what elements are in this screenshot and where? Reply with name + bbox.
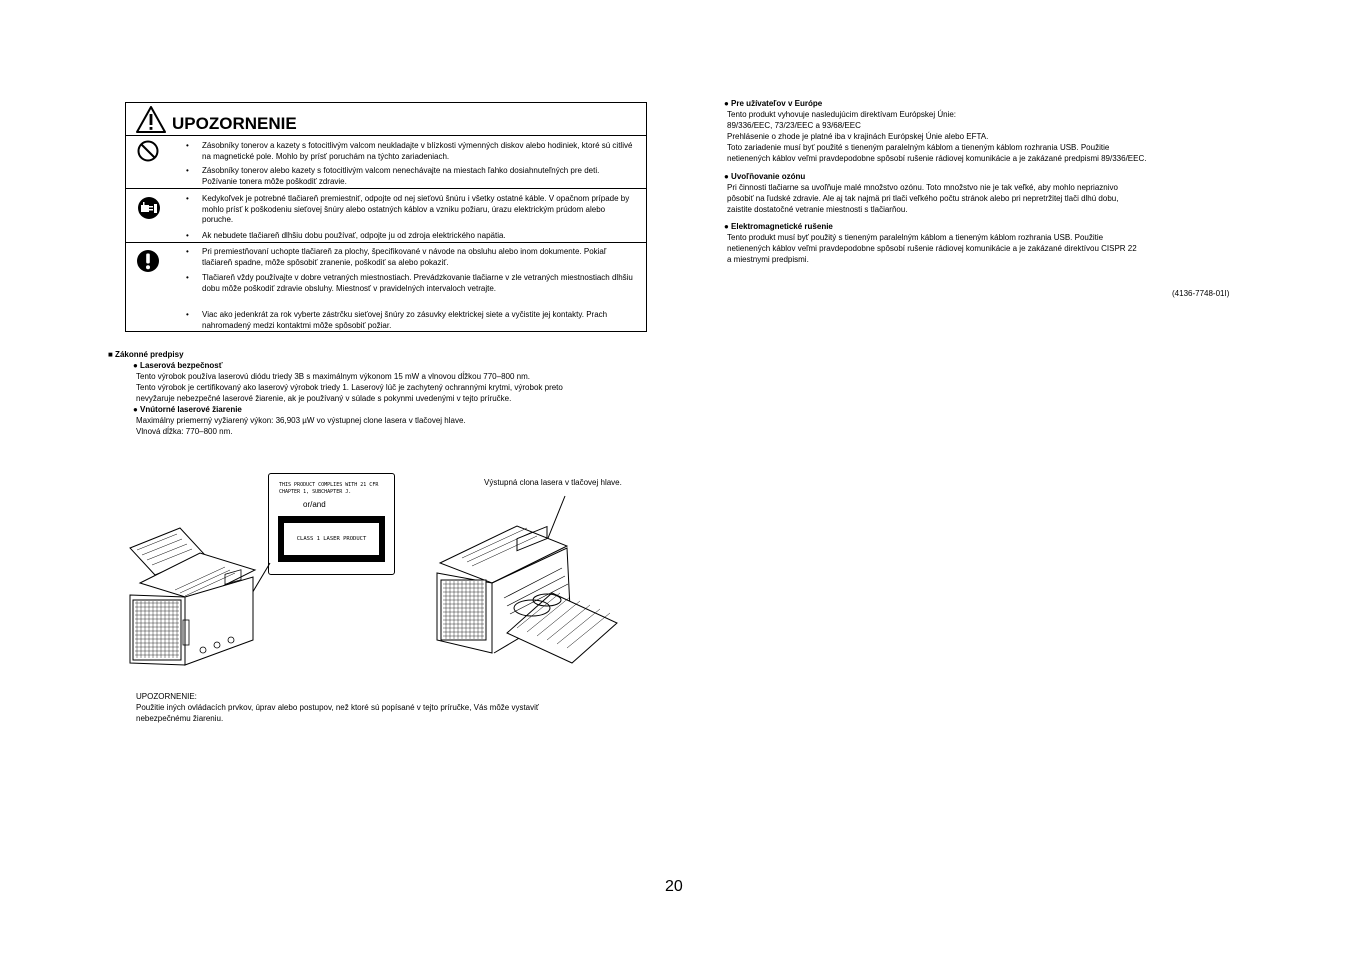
page-number: 20 [665,878,683,895]
warning-bullet: • Kedykoľvek je potrebné tlačiareň premiestniť, odpojte od nej sieťovú šnúru i všetky ostatné káble. V opačnom prípade by mohlo prísť k poškodeniu sieťovej šnúry alebo ostatných káblov a vzniku požiaru, úrazu elektrickým prúdom alebo poruche. [186,194,631,226]
warning-bullet: • Pri premiestňovaní uchopte tlačiareň za plochy, špecifikované v návode na obsluhu alebo inom dokumente. Pokiaľ tlačiareň spadne, môže spôsobiť zranenie, poškodiť sa alebo pokaziť. [186,247,631,269]
laser-safety-line: Tento výrobok je certifikovaný ako laserový výrobok triedy 1. Laserový lúč je zachytený ochrannými krytmi, výrobok preto [136,383,563,392]
europe-line: Tento produkt vyhovuje nasledujúcim direktívam Európskej Únie: [727,110,957,119]
warning-section-unplug [126,189,646,243]
exclamation-icon [137,249,159,273]
emc-line: a miestnymi predpismi. [727,255,809,264]
caution-line: Použitie iných ovládacích prvkov, úprav alebo postupov, než ktoré sú popísané v tejto príručke, Vás môže vystaviť [136,703,539,712]
warning-text: Viac ako jedenkrát za rok vyberte zástrčku sieťovej šnúry zo zásuvky elektrickej siete a vyčistite jej kontakty. Prach nahromadený medzi kontaktmi môže spôsobiť požiar. [202,310,608,330]
europe-heading: ● Pre užívateľov v Európe [724,99,823,108]
warning-text: Zásobníky tonerov alebo kazety s fotocitlivým valcom nenechávajte na miestach ľahko dosiahnuteľných pre deti. Požívanie tonera môže poškodiť zdravie. [202,166,600,186]
warning-text: Zásobníky tonerov a kazety s fotocitlivým valcom neukladajte v blízkosti výmenných diskov alebo hodiniek, ktoré sú citlivé na magnetické pole. Mohlo by prísť poruchám na týchto zariadeniach. [202,141,633,161]
warning-text: Pri premiestňovaní uchopte tlačiareň za plochy, špecifikované v návode na obsluhu alebo inom dokumente. Pokiaľ tlačiareň spadne, môže spôsobiť zranenie, poškodiť sa alebo pokaziť. [202,247,607,267]
internal-radiation-line: Maximálny priemerný vyžiarený výkon: 36,903 µW vo výstupnej clone lasera v tlačovej hlave. [136,416,466,425]
document-code: (4136-7748-01I) [1172,289,1230,298]
warning-text: Ak nebudete tlačiareň dlhšiu dobu používať, odpojte ju od zdroja elektrického napätia. [202,231,506,240]
ozone-heading: ● Uvoľňovanie ozónu [724,172,806,181]
laser-safety-heading: ● Laserová bezpečnosť [133,361,223,370]
warning-section-icon-cell [126,135,170,188]
no-entry-icon [137,140,159,162]
warning-text: Kedykoľvek je potrebné tlačiareň premiestniť, odpojte od nej sieťovú šnúru i všetky ostatné káble. V opačnom prípade by mohlo prísť k poškodeniu sieťovej šnúry alebo ostatných káblov a vzniku požiaru, úrazu elektrickým prúdom alebo poruche. [202,194,630,224]
ozone-line: zaistite dostatočné vetranie miestnosti s tlačiarňou. [727,205,908,214]
warning-section-icon-cell [126,243,170,332]
warning-bullet: • Viac ako jedenkrát za rok vyberte zástrčku sieťovej šnúry zo zásuvky elektrickej siete a vyčistite jej kontakty. Prach nahromadený medzi kontaktmi môže spôsobiť požiar. [186,310,631,332]
warning-triangle-icon [136,106,166,133]
europe-line: Prehlásenie o zhode je platné iba v krajinách Európskej Únie alebo EFTA. [727,132,989,141]
label-compliance-line: THIS PRODUCT COMPLIES WITH 21 CFR [279,482,379,488]
emc-line: Tento produkt musí byť použitý s tieneným paralelným káblom a tieneným káblom rozhrania USB. Použitie [727,233,1104,242]
warning-bullet: • Ak nebudete tlačiareň dlhšiu dobu používať, odpojte ju od zdroja elektrického napätia. [186,231,631,242]
warning-title: UPOZORNENIE [172,114,297,133]
warning-section-icon-cell [126,189,170,242]
ozone-line: Pri činnosti tlačiarne sa uvoľňuje malé množstvo ozónu. Toto množstvo nie je tak veľké, aby mohlo nepriaznivo [727,183,1118,192]
aperture-caption: Výstupná clona lasera v tlačovej hlave. [484,478,622,487]
laser-label-callout [268,473,395,575]
warning-box [125,102,647,332]
internal-radiation-heading: ● Vnútorné laserové žiarenie [133,405,242,414]
class1-label-text: CLASS 1 LASER PRODUCT [284,523,379,555]
emc-heading: ● Elektromagnetické rušenie [724,222,833,231]
printer-open-illustration [432,488,622,673]
ozone-line: pôsobiť na ľudské zdravie. Ale aj tak najmä pri tlači veľkého počtu stránok alebo pri nepretržitej tlači dlhú dobu, [727,194,1119,203]
warning-bullet: • Zásobníky tonerov a kazety s fotocitlivým valcom neukladajte v blízkosti výmenných diskov alebo hodiniek, ktoré sú citlivé na magnetické pole. Mohlo by prísť poruchám na týchto zariadeniach. [186,141,633,161]
caution-title: UPOZORNENIE: [136,692,197,701]
europe-line: Toto zariadenie musí byť použité s tieneným paralelným káblom a tieneným káblom rozhrania USB. Použitie [727,143,1110,152]
legal-heading: ■ Zákonné predpisy [108,350,184,359]
europe-line: 89/336/EEC, 73/23/EEC a 93/68/EEC [727,121,861,130]
label-or-and: or/and [303,500,326,509]
class1-label-frame [278,516,385,562]
printer-rear-illustration [125,525,275,670]
warning-section-handling [126,243,646,332]
laser-safety-line: Tento výrobok používa laserovú diódu triedy 3B s maximálnym výkonom 15 mW a vlnovou dĺžkou 770–800 nm. [136,372,530,381]
caution-line: nebezpečnému žiareniu. [136,714,224,723]
internal-radiation-line: Vlnová dĺžka: 770–800 nm. [136,427,233,436]
warning-bullet: • Zásobníky tonerov alebo kazety s fotocitlivým valcom nenechávajte na miestach ľahko dosiahnuteľných pre deti. Požívanie tonera môže poškodiť zdravie. [186,166,631,188]
emc-line: netienených káblov veľmi pravdepodobne spôsobí rušenie rádiovej komunikácie a je zakázané direktívou CISPR 22 [727,244,1137,253]
warning-text: Tlačiareň vždy používajte v dobre vetraných miestnostiach. Prevádzkovanie tlačiarne v zle vetraných miestnostiach dlhšiu dobu môže poškodiť zdravie obsluhy. Miestnosť v pravidelných intervaloch vetrajte. [202,273,633,293]
unplug-icon [137,196,161,220]
warning-section-storage [126,135,646,189]
laser-safety-line: nevyžaruje nebezpečné laserové žiarenie, ak je používaný v súlade s pokynmi uvedenými v tejto príručke. [136,394,512,403]
label-compliance-line: CHAPTER 1, SUBCHAPTER J. [279,489,352,495]
warning-bullet: • Tlačiareň vždy používajte v dobre vetraných miestnostiach. Prevádzkovanie tlačiarne v zle vetraných miestnostiach dlhšiu dobu môže poškodiť zdravie obsluhy. Miestnosť v pravidelných intervaloch vetrajte. [186,273,633,293]
europe-line: netienených káblov veľmi pravdepodobne spôsobí rušenie rádiovej komunikácie a je zakázané predpismi 89/336/EEC. [727,154,1147,163]
warning-header [126,103,646,136]
